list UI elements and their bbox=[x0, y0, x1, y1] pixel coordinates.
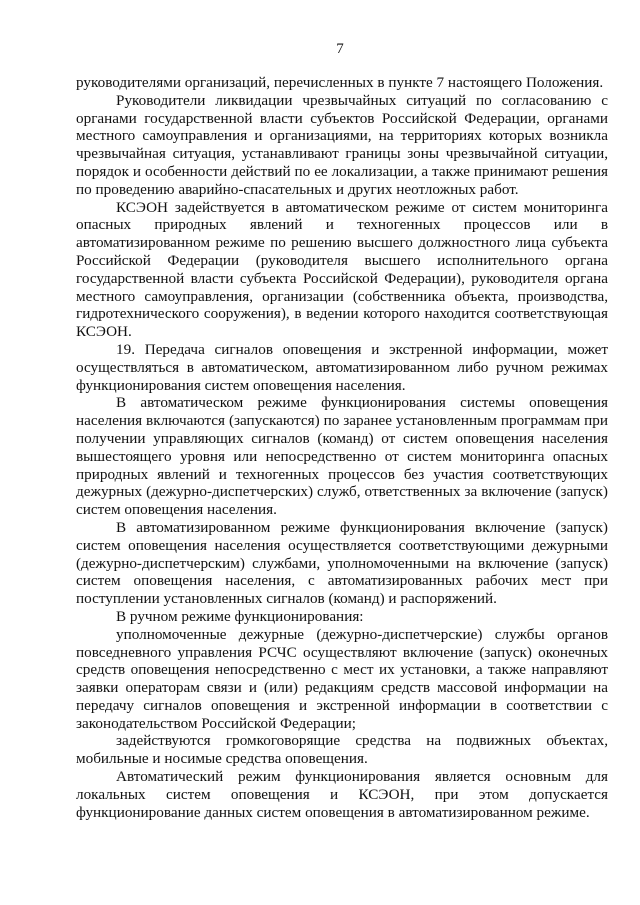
paragraph-emergency-leaders: Руководители ликвидации чрезвычайных ситуаций по согласованию с органами государственной власти субъектов Российской Федерации, органами местного самоуправления и организациями, на территориях которых возникла чрезвычайная ситуация, устанавливают границы зоны чрезвычайной ситуации, порядок и особенности действий по ее локализации, а также принимают решения по проведению аварийно-спасательных и других неотложных работ. bbox=[76, 91, 608, 198]
paragraph-kseon-activation: КСЭОН задействуется в автоматическом режиме от систем мониторинга опасных природных явлений и техногенных процессов или в автоматизированном режиме по решению высшего должностного лица субъекта Российской Федерации (руководителя высшего исполнительного органа государственной власти субъекта Российской Федерации), руководителя органа местного самоуправления, организации (собственника объекта, производства, гидротехнического сооружения), в ведении которого находится соответствующая КСЭОН. bbox=[76, 198, 608, 341]
paragraph-manual-mode-loudspeakers: задействуются громкоговорящие средства на подвижных объектах, мобильные и носимые средства оповещения. bbox=[76, 732, 608, 768]
paragraph-automated-mode: В автоматизированном режиме функционирования включение (запуск) систем оповещения населения осуществляется соответствующими дежурными (дежурно-диспетчерским) службами, уполномоченными на включение (запуск) систем оповещения населения, с автоматизированных рабочих мест при поступлении установленных сигналов (команд) и распоряжений. bbox=[76, 518, 608, 608]
paragraph-item-19: 19. Передача сигналов оповещения и экстренной информации, может осуществляться в автоматическом, автоматизированном либо ручном режимах функционирования систем оповещения населения. bbox=[76, 340, 608, 394]
paragraph-automatic-mode: В автоматическом режиме функционирования системы оповещения населения включаются (запускаются) по заранее установленным программам при получении управляющих сигналов (команд) от систем оповещения населения вышестоящего уровня или непосредственно от систем мониторинга опасных природных явлений и техногенных процессов без участия соответствующих дежурных (дежурно-диспетчерских) служб, ответственных за включение (запуск) систем оповещения населения. bbox=[76, 394, 608, 519]
page-number: 7 bbox=[336, 41, 344, 57]
paragraph-manual-mode-heading: В ручном режиме функционирования: bbox=[116, 607, 364, 625]
paragraph-manual-mode-services: уполномоченные дежурные (дежурно-диспетчерские) службы органов повседневного управления РСЧС осуществляют включение (запуск) оконечных средств оповещения непосредственно с мест их установки, а также направляют заявки операторам связи и (или) редакциям средств массовой информации на передачу сигналов оповещения и экстренной информации в соответствии с законодательством Российской Федерации; bbox=[76, 625, 608, 732]
document-body bbox=[76, 74, 608, 821]
paragraph-primary-mode: Автоматический режим функционирования является основным для локальных систем оповещения и КСЭОН, при этом допускается функционирование данных систем оповещения в автоматизированном режиме. bbox=[76, 768, 608, 821]
paragraph-continuation: руководителями организаций, перечисленных в пункте 7 настоящего Положения. bbox=[76, 74, 604, 91]
